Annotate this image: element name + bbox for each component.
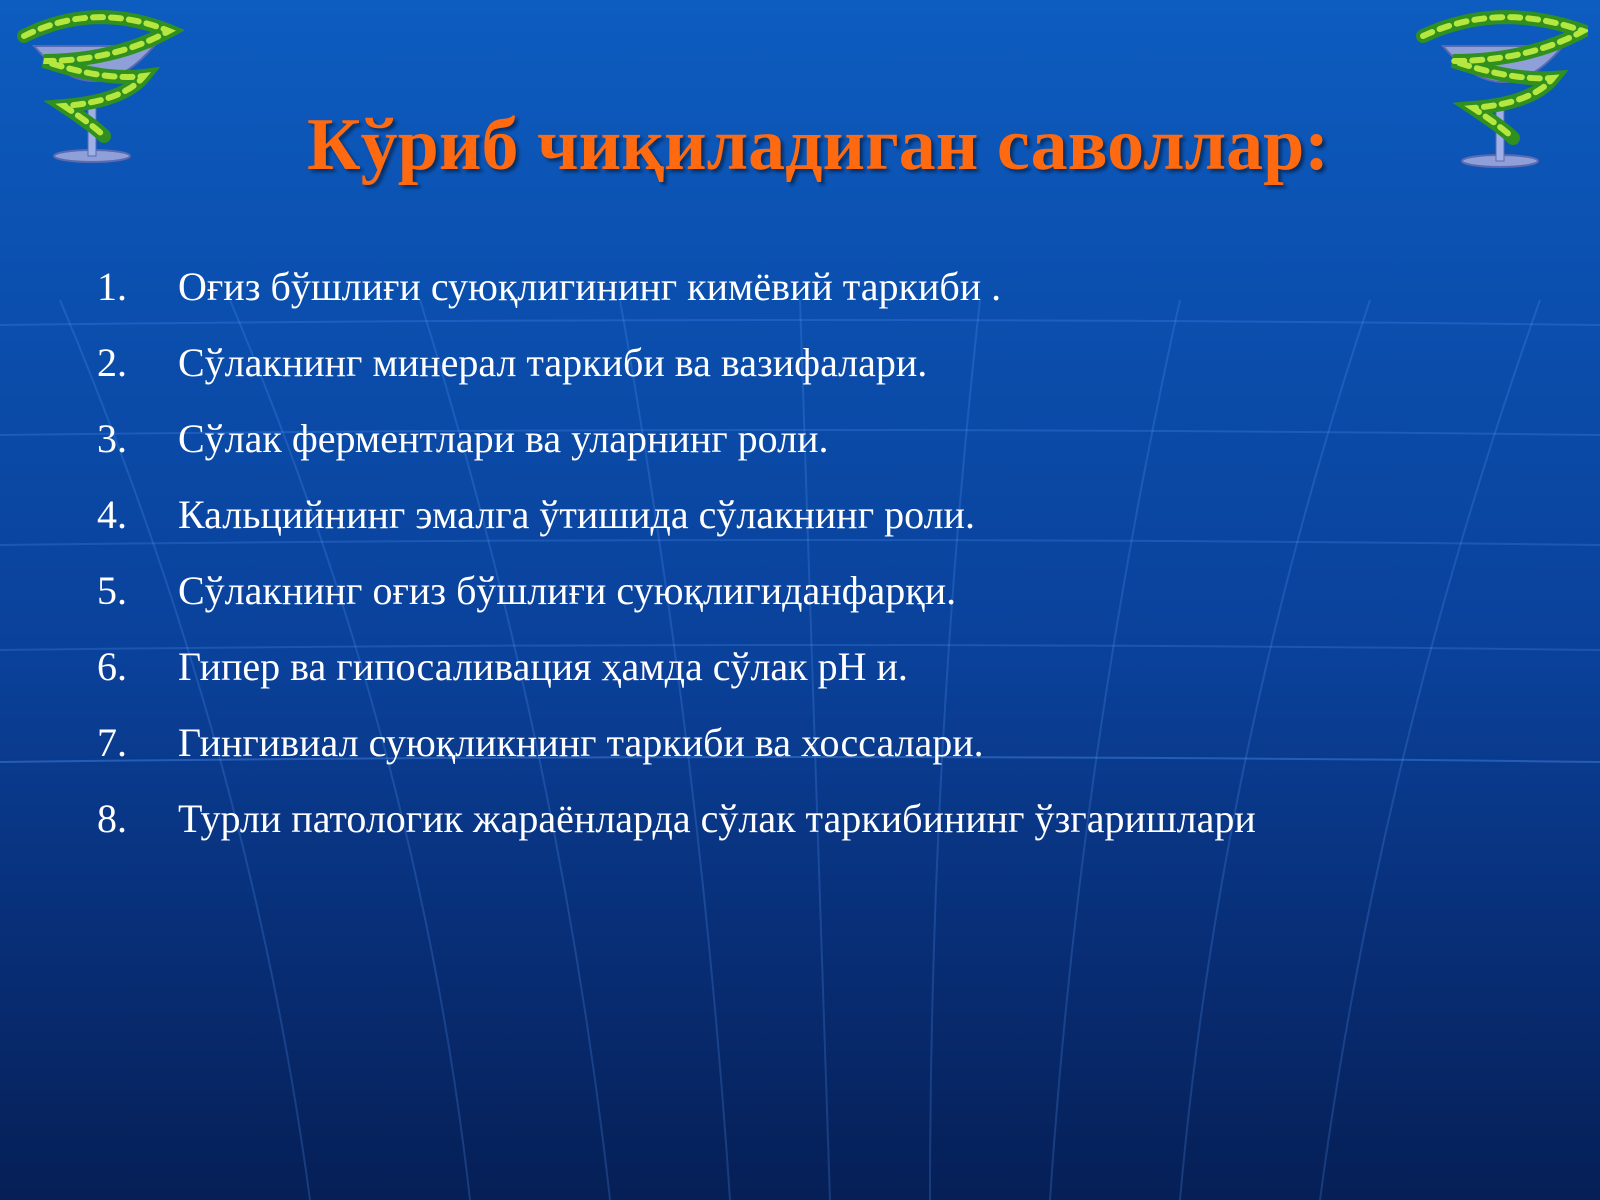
list-item-text: Гипер ва гипосаливация ҳамда сўлак рН и. <box>178 643 908 689</box>
list-item-text: Сўлакнинг оғиз бўшлиғи суюқлигиданфарқи. <box>178 567 957 613</box>
list-item <box>97 780 1256 856</box>
list-item-number: 5. <box>97 567 127 613</box>
list-item-number: 6. <box>97 643 127 689</box>
list-item-number: 3. <box>97 415 127 461</box>
list-item-number: 8. <box>97 795 127 841</box>
list-item <box>97 552 1256 628</box>
list-item-number: 1. <box>97 263 127 309</box>
list-item <box>97 704 1256 780</box>
list-item-number: 7. <box>97 719 127 765</box>
list-item-text: Турли патологик жараёнларда сўлак таркибининг ўзгаришлари <box>178 795 1256 841</box>
list-item <box>97 248 1256 324</box>
questions-list <box>97 248 1256 856</box>
list-item-number: 4. <box>97 491 127 537</box>
list-item-text: Кальцийнинг эмалга ўтишида сўлакнинг роли. <box>178 491 975 537</box>
list-item-text: Оғиз бўшлиғи суюқлигининг кимёвий таркиби . <box>178 263 1002 309</box>
list-item-number: 2. <box>97 339 127 385</box>
list-item <box>97 628 1256 704</box>
list-item <box>97 400 1256 476</box>
list-item <box>97 476 1256 552</box>
list-item-text: Сўлакнинг минерал таркиби ва вазифалари. <box>178 339 928 385</box>
list-item <box>97 324 1256 400</box>
slide-title: Кўриб чиқиладиган саволлар: <box>307 104 1329 186</box>
list-item-text: Гингивиал суюқликнинг таркиби ва хоссалари. <box>178 719 984 765</box>
list-item-text: Сўлак ферментлари ва уларнинг роли. <box>178 415 829 461</box>
